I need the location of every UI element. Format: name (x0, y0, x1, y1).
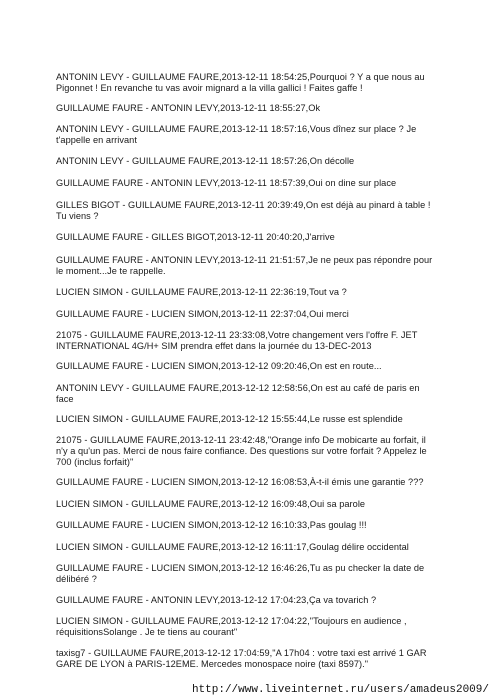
message-entry: LUCIEN SIMON - GUILLAUME FAURE,2013-12-12 16:11:17,Goulag délire occidental (56, 542, 409, 552)
message-entry: GILLES BIGOT - GUILLAUME FAURE,2013-12-11 20:39:49,On est déjà au pinard à table ! Tu viens ? (56, 200, 431, 221)
message-entry: GUILLAUME FAURE - LUCIEN SIMON,2013-12-12 16:10:33,Pas goulag !!! (56, 520, 367, 530)
message-entry: GUILLAUME FAURE - LUCIEN SIMON,2013-12-12 09:20:46,On est en route... (56, 361, 382, 371)
message-entry: LUCIEN SIMON - GUILLAUME FAURE,2013-12-12 15:55:44,Le russe est splendide (56, 414, 403, 424)
message-entry: GUILLAUME FAURE - ANTONIN LEVY,2013-12-11 18:55:27,Ok (56, 103, 321, 113)
message-entry: ANTONIN LEVY - GUILLAUME FAURE,2013-12-11 18:57:16,Vous dînez sur place ? Je t'appelle en arrivant (56, 124, 417, 145)
message-entry: LUCIEN SIMON - GUILLAUME FAURE,2013-12-11 22:36:19,Tout va ? (56, 287, 347, 297)
message-entry: LUCIEN SIMON - GUILLAUME FAURE,2013-12-12 17:04:22,"Toujours en audience , réquisitionsSolange . Je te tiens au courant" (56, 616, 407, 637)
message-entry: GUILLAUME FAURE - LUCIEN SIMON,2013-12-11 22:37:04,Oui merci (56, 309, 349, 319)
message-entry: GUILLAUME FAURE - LUCIEN SIMON,2013-12-12 16:08:53,À-t-il émis une garantie ??? (56, 477, 424, 487)
message-entry: ANTONIN LEVY - GUILLAUME FAURE,2013-12-11 18:57:26,On décolle (56, 156, 355, 166)
message-entry: ANTONIN LEVY - GUILLAUME FAURE,2013-12-12 12:58:56,On est au café de paris en face (56, 383, 420, 404)
message-entry: 21075 - GUILLAUME FAURE,2013-12-11 23:42:48,"Orange info De mobicarte au forfait, il n'y a qu'un pas. Merci de nous faire confiance. Des questions sur votre forfait ? Appelez le 700 (inclus forfait)" (56, 435, 427, 467)
message-entry: GUILLAUME FAURE - GILLES BIGOT,2013-12-11 20:40:20,J'arrive (56, 232, 335, 242)
message-entry: taxisg7 - GUILLAUME FAURE,2013-12-12 17:04:59,"A 17h04 : votre taxi est arrivé 1 GAR GARE DE LYON à PARIS-12EME. Mercedes monospace noire (taxi 8597)." (56, 648, 427, 669)
message-entry: 21075 - GUILLAUME FAURE,2013-12-11 23:33:08,Votre changement vers l'offre F. JET INTERNATIONAL 4G/H+ SIM prendra effet dans la journée du 13-DEC-2013 (56, 330, 418, 351)
message-entry: GUILLAUME FAURE - ANTONIN LEVY,2013-12-11 18:57:39,Oui on dine sur place (56, 178, 397, 188)
message-entry: GUILLAUME FAURE - ANTONIN LEVY,2013-12-12 17:04:23,Ça va tovarich ? (56, 595, 377, 605)
message-entry: LUCIEN SIMON - GUILLAUME FAURE,2013-12-12 16:09:48,Oui sa parole (56, 499, 366, 509)
message-entry: GUILLAUME FAURE - ANTONIN LEVY,2013-12-11 21:51:57,Je ne peux pas répondre pour le moment...Je te rappelle. (56, 255, 433, 276)
message-entry: ANTONIN LEVY - GUILLAUME FAURE,2013-12-11 18:54:25,Pourquoi ? Y a que nous au Pigonnet ! En revanche tu vas avoir mignard a la villa gallici ! Faites gaffe ! (56, 72, 425, 93)
message-entry: GUILLAUME FAURE - LUCIEN SIMON,2013-12-12 16:46:26,Tu as pu checker la date de délibéré ? (56, 563, 425, 584)
watermark-url[interactable]: http://www.liveinternet.ru/users/amadeus2009/ (191, 684, 489, 696)
